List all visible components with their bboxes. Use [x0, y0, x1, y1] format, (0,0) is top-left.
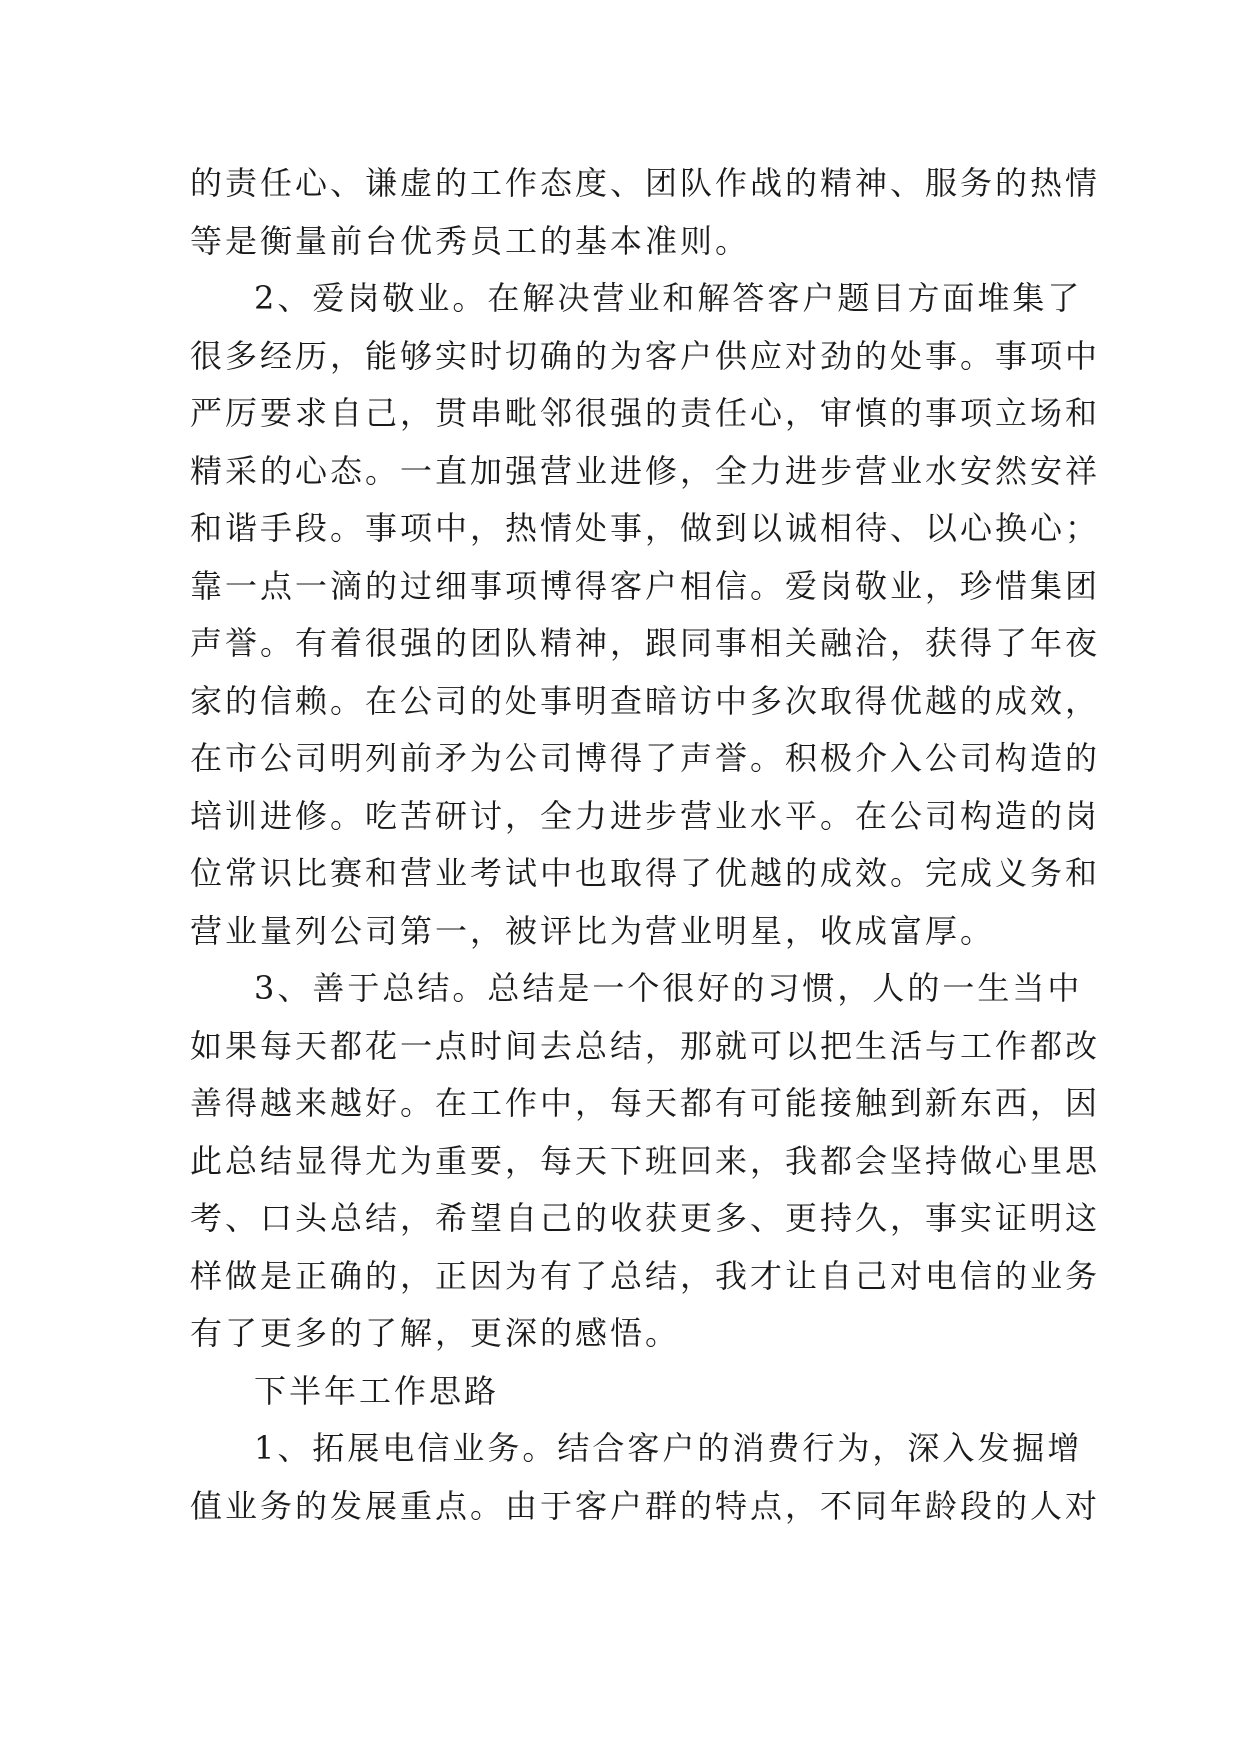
text-line: 样做是正确的，正因为有了总结，我才让自己对电信的业务 — [190, 1256, 1101, 1295]
body-text — [190, 155, 1101, 1535]
text-line: 精采的心态。一直加强营业进修，全力进步营业水安然安祥 — [190, 451, 1101, 490]
paragraph-start-line: 2、爱岗敬业。在解决营业和解答客户题目方面堆集了 — [254, 279, 1083, 317]
text-line: 考、口头总结，希望自己的收获更多、更持久，事实证明这 — [190, 1199, 1101, 1237]
text-line: 善得越来越好。在工作中，每天都有可能接触到新东西，因 — [190, 1084, 1101, 1122]
text-line: 营业量列公司第一，被评比为营业明星，收成富厚。 — [190, 911, 996, 950]
text-line: 严厉要求自己，贯串毗邻很强的责任心，审慎的事项立场和 — [190, 394, 1101, 432]
text-line: 等是衡量前台优秀员工的基本准则。 — [190, 221, 751, 260]
text-line: 培训进修。吃苦研讨，全力进步营业水平。在公司构造的岗 — [190, 796, 1101, 835]
text-line: 家的信赖。在公司的处事明查暗访中多次取得优越的成效， — [190, 681, 1101, 720]
text-line: 在市公司明列前矛为公司博得了声誉。积极介入公司构造的 — [190, 739, 1101, 777]
text-line: 有了更多的了解，更深的感悟。 — [190, 1314, 681, 1352]
text-line: 位常识比赛和营业考试中也取得了优越的成效。完成义务和 — [190, 854, 1101, 892]
text-line: 此总结显得尤为重要，每天下班回来，我都会坚持做心里思 — [190, 1141, 1101, 1180]
text-line: 声誉。有着很强的团队精神，跟同事相关融洽，获得了年夜 — [190, 624, 1101, 662]
text-line: 很多经历，能够实时切确的为客户供应对劲的处事。事项中 — [190, 336, 1101, 375]
text-line: 如果每天都花一点时间去总结，那就可以把生活与工作都改 — [190, 1026, 1101, 1065]
text-line: 值业务的发展重点。由于客户群的特点，不同年龄段的人对 — [190, 1486, 1101, 1525]
paragraph-start-line: 3、善于总结。总结是一个很好的习惯，人的一生当中 — [254, 969, 1083, 1007]
text-line: 的责任心、谦虚的工作态度、团队作战的精神、服务的热情 — [190, 164, 1101, 202]
text-line: 靠一点一滴的过细事项博得客户相信。爱岗敬业，珍惜集团 — [190, 566, 1101, 605]
paragraph-start-line: 1、拓展电信业务。结合客户的消费行为，深入发掘增 — [254, 1429, 1083, 1467]
section-heading: 下半年工作思路 — [254, 1371, 500, 1410]
text-line: 和谐手段。事项中，热情处事，做到以诚相待、以心换心； — [190, 509, 1101, 547]
